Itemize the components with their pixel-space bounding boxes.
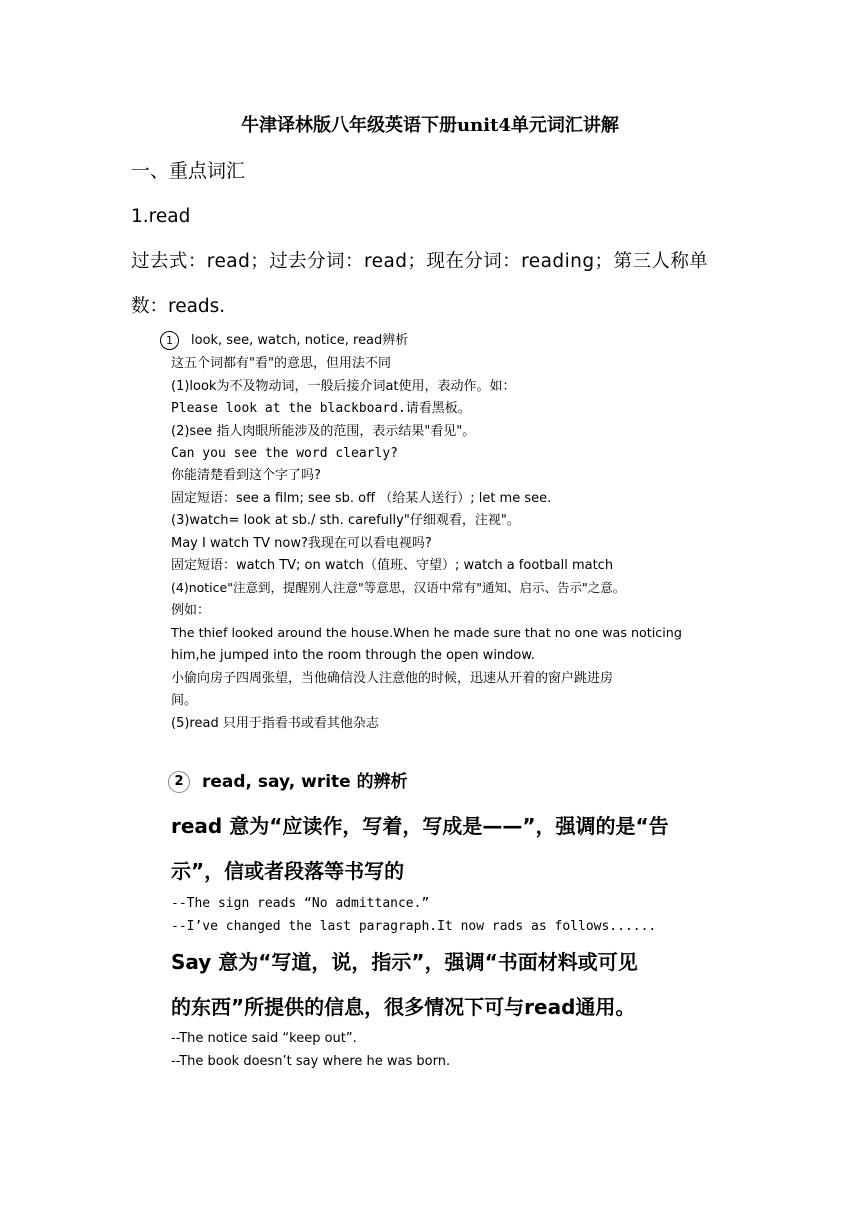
block1-line: (2)see 指人肉眼所能涉及的范围，表示结果"看见"。	[171, 424, 476, 439]
block1-line: him,he jumped into the room through the open window.	[171, 648, 535, 663]
block1-line: The thief looked around the house.When he made sure that no one was noticing	[171, 625, 682, 640]
block1-line: 小偷向房子四周张望，当他确信没人注意他的时候，迅速从开着的窗户跳进房	[171, 671, 614, 686]
read-explanation-line-1: read 意为“应读作，写着，写成是——”，强调的是“告	[171, 814, 669, 838]
say-example-2: --The book doesn’t say where he was born.	[171, 1054, 451, 1069]
block1-line: (1)look为不及物动词，一般后接介词at使用，表动作。如：	[171, 379, 516, 394]
block1-header	[160, 331, 408, 350]
section-heading: 一、重点词汇	[131, 160, 246, 182]
block1-line: 你能清楚看到这个字了吗?	[171, 468, 321, 483]
block2-header	[168, 771, 408, 793]
block1-line: (4)notice"注意到，提醒别人注意"等意思，汉语中常有"通知、启示、告示"之意。	[171, 580, 626, 595]
block1-header-text: look, see, watch, notice, read辨析	[191, 333, 409, 348]
block1-line: 固定短语：see a film; see sb. off （给某人送行）; let me see.	[171, 491, 552, 506]
block1-line: 间。	[171, 693, 198, 708]
block1-number-badge: 1	[160, 331, 179, 350]
block1-line: Please look at the blackboard.请看黑板。	[171, 401, 471, 416]
read-example-2: --I’ve changed the last paragraph.It now rads as follows......	[171, 919, 657, 934]
block1-line: (5)read 只用于指看书或看其他杂志	[171, 716, 379, 731]
block1-line: 这五个词都有"看"的意思，但用法不同	[171, 356, 391, 371]
block1-line: 例如：	[171, 603, 211, 618]
read-explanation-line-2: 示”，信或者段落等书写的	[171, 859, 405, 883]
block1-line: 固定短语：watch TV; on watch（值班、守望）; watch a football match	[171, 558, 614, 573]
say-explanation-line-2: 的东西”所提供的信息，很多情况下可与read通用。	[171, 995, 636, 1019]
block2-number-badge: 2	[168, 771, 190, 793]
word-forms-line-2: 数：reads.	[131, 296, 226, 317]
say-explanation-line-1: Say 意为“写道，说，指示”，强调“书面材料或可见	[171, 950, 638, 974]
word-heading-read: 1.read	[131, 206, 191, 227]
document-title: 牛津译林版八年级英语下册unit4单元词汇讲解	[241, 115, 619, 136]
block2-header-text: read, say, write 的辨析	[202, 772, 408, 792]
read-example-1: --The sign reads “No admittance.”	[171, 896, 430, 911]
block1-line: May I watch TV now?我现在可以看电视吗?	[171, 536, 432, 551]
word-forms-line-1: 过去式：read；过去分词：read；现在分词：reading；第三人称单	[131, 251, 709, 272]
say-example-1: --The notice said “keep out”.	[171, 1031, 357, 1046]
block1-line: (3)watch= look at sb./ sth. carefully"仔细观看，注视"。	[171, 513, 520, 528]
block1-line: Can you see the word clearly?	[171, 446, 398, 461]
